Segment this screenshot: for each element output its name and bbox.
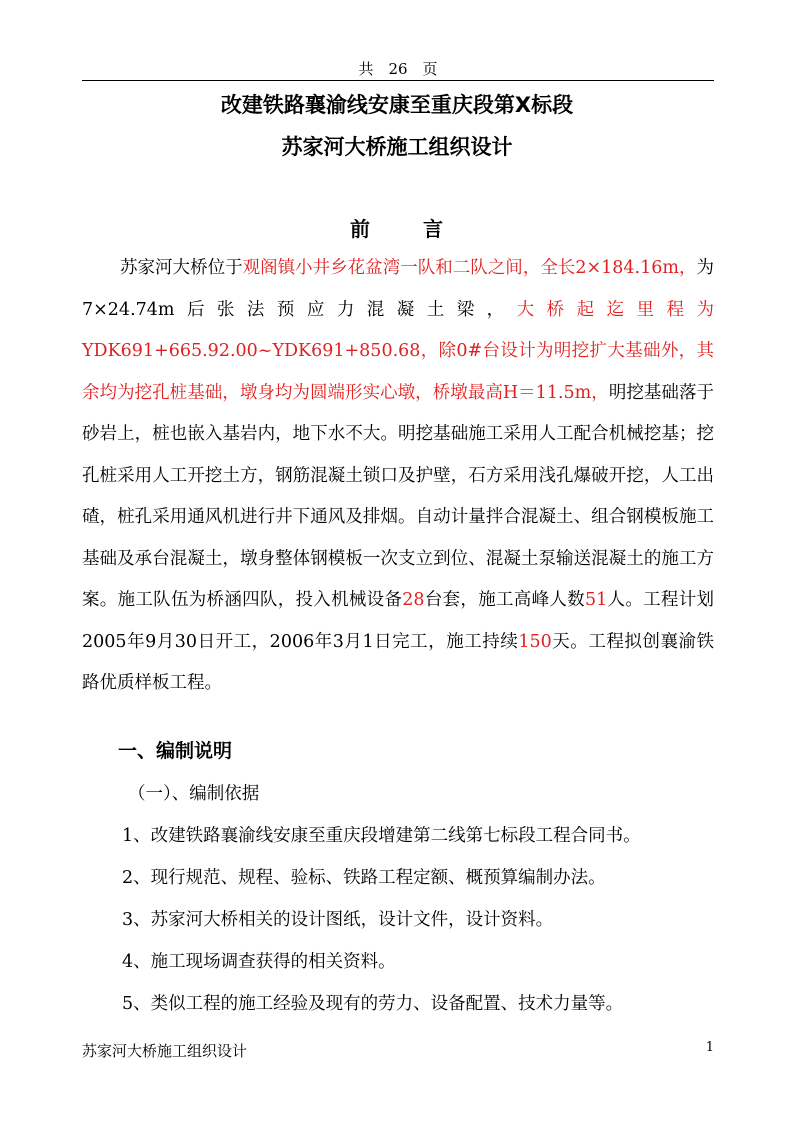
text-segment: 人。工程计划2005年9月30日开工，2006年3月1日完工，施工持续 bbox=[82, 590, 715, 652]
page-total: 共 26 页 bbox=[358, 60, 438, 78]
list-item: 3、苏家河大桥相关的设计图纸，设计文件，设计资料。 bbox=[122, 910, 554, 930]
list-item: 2、现行规范、规程、验标、铁路工程定额、概预算编制办法。 bbox=[122, 868, 606, 888]
text-segment: 苏家河大桥位于 bbox=[120, 258, 243, 278]
highlight-mileage: 大桥起迄里程为YDK691+665.92.00~YDK691+850.68，除0#台设计为明挖扩大基础外，其余均为挖孔桩基础，墩身均为圆端形实心墩，桥墩最高H＝11.5m， bbox=[82, 299, 714, 403]
list-item: 4、施工现场调查获得的相关资料。 bbox=[122, 952, 396, 972]
text-segment: 台套，施工高峰人数 bbox=[424, 590, 585, 610]
text-segment: 为7×24.74m后张法预应力混凝土梁， bbox=[82, 258, 715, 320]
highlight-location: 观阁镇小井乡花盆湾一队和二队之间，全长2×184.16m， bbox=[242, 258, 697, 278]
page-footer bbox=[82, 1040, 714, 1066]
document-title: 改建铁路襄渝线安康至重庆段第X标段 bbox=[220, 93, 574, 117]
list-item: 5、类似工程的施工经验及现有的劳力、设备配置、技术力量等。 bbox=[122, 994, 624, 1014]
page-number: 1 bbox=[705, 1040, 714, 1055]
footer-title: 苏家河大桥施工组织设计 bbox=[82, 1042, 248, 1060]
preface-heading bbox=[0, 213, 794, 242]
list-item: 1、改建铁路襄渝线安康至重庆段增建第二线第七标段工程合同书。 bbox=[122, 826, 641, 846]
preface-char-2: 言 bbox=[423, 217, 444, 241]
subsection-heading: （一）、编制依据 bbox=[128, 784, 260, 804]
highlight-peak-workers: 51 bbox=[584, 590, 608, 610]
preface-paragraph bbox=[82, 248, 714, 705]
highlight-duration: 150 bbox=[518, 631, 552, 652]
document-subtitle: 苏家河大桥施工组织设计 bbox=[281, 135, 513, 159]
preface-char-1: 前 bbox=[350, 217, 371, 241]
section-heading: 一、编制说明 bbox=[118, 740, 233, 762]
text-segment: 明挖基础落于砂岩上，桩也嵌入基岩内，地下水不大。明挖基础施工采用人工配合机械挖基；挖孔桩采用人工开挖土方，钢筋混凝土锁口及护壁，石方采用浅孔爆破开挖，人工出碴，桩孔采用通风机进行井下通风及排烟。自动计量拌合混凝土、组合钢模板施工基础及承台混凝土，墩身整体钢模板一次支立到位、混凝土泵输送混凝土的施工方案。施工队伍为桥涵四队，投入机械设备 bbox=[82, 382, 714, 610]
highlight-equipment-count: 28 bbox=[402, 590, 425, 610]
text-segment: 天。工程拟创襄渝铁路优质样板工程。 bbox=[82, 631, 714, 693]
page-header bbox=[82, 58, 714, 81]
